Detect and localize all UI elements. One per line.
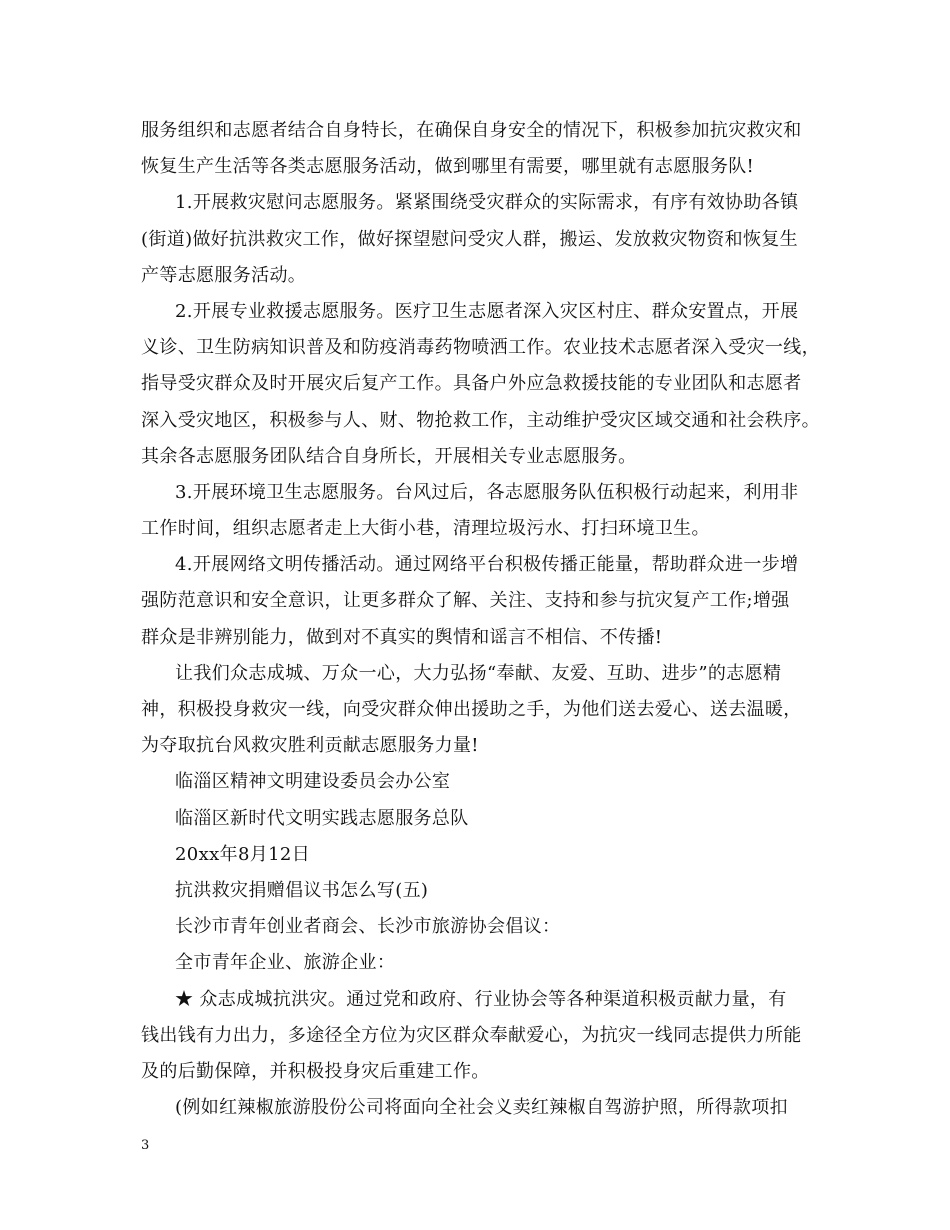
text-line: 其余各志愿服务团队结合自身所长，开展相关专业志愿服务。	[141, 445, 637, 467]
text-line: 让我们众志成城、万众一心，大力弘扬“奉献、友爱、互助、进步”的志愿精	[175, 662, 782, 684]
text-line: 1.开展救灾慰问志愿服务。紧紧围绕受灾群众的实际需求，有序有效协助各镇	[175, 192, 799, 214]
text-line: (例如红辣椒旅游股份公司将面向全社会义卖红辣椒自驾游护照，所得款项扣	[175, 1097, 788, 1119]
document-body	[141, 113, 831, 1126]
text-line: 群众是非辨别能力，做到对不真实的舆情和谣言不相信、不传播!	[141, 626, 663, 648]
text-line: 2.开展专业救援志愿服务。医疗卫生志愿者深入灾区村庄、群众安置点，开展	[175, 300, 799, 322]
text-line: 义诊、卫生防病知识普及和防疫消毒药物喷洒工作。农业技术志愿者深入受灾一线，	[141, 337, 820, 359]
text-line: 深入受灾地区，积极参与人、财、物抢救工作，主动维护受灾区域交通和社会秩序。	[141, 409, 820, 431]
text-line: 强防范意识和安全意识，让更多群众了解、关注、支持和参与抗灾复产工作;增强	[141, 590, 790, 612]
text-line: 为夺取抗台风救灾胜利贡献志愿服务力量!	[141, 735, 479, 757]
text-line: 产等志愿服务活动。	[141, 264, 307, 286]
text-line: (街道)做好抗洪救灾工作，做好探望慰问受灾人群，搬运、发放救灾物资和恢复生	[141, 228, 798, 250]
text-line: 工作时间，组织志愿者走上大街小巷，清理垃圾污水、打扫环境卫生。	[141, 518, 710, 540]
text-line: 指导受灾群众及时开展灾后复产工作。具备户外应急救援技能的专业团队和志愿者	[141, 373, 802, 395]
text-line: 临淄区新时代文明实践志愿服务总队	[175, 807, 469, 829]
page-number: 3	[141, 1138, 150, 1153]
text-line: 钱出钱有力出力，多途径全方位为灾区群众奉献爱心，为抗灾一线同志提供力所能	[141, 1024, 802, 1046]
text-line: 神，积极投身救灾一线，向受灾群众伸出援助之手，为他们送去爱心、送去温暖，	[141, 699, 802, 720]
text-line: 抗洪救灾捐赠倡议书怎么写(五)	[175, 879, 429, 901]
text-line: 临淄区精神文明建设委员会办公室	[175, 771, 451, 793]
text-line: 及的后勤保障，并积极投身灾后重建工作。	[141, 1060, 490, 1082]
text-line: 长沙市青年创业者商会、长沙市旅游协会倡议：	[175, 916, 561, 938]
text-line: 4.开展网络文明传播活动。通过网络平台积极传播正能量，帮助群众进一步增	[175, 554, 799, 576]
text-line: 服务组织和志愿者结合自身特长，在确保自身安全的情况下，积极参加抗灾救灾和	[141, 120, 802, 141]
text-line: 全市青年企业、旅游企业：	[175, 952, 396, 974]
text-line: 恢复生产生活等各类志愿服务活动，做到哪里有需要，哪里就有志愿服务队!	[141, 156, 755, 178]
text-line: 3.开展环境卫生志愿服务。台风过后，各志愿服务队伍积极行动起来，利用非	[175, 481, 799, 503]
text-line: 20xx年8月12日	[175, 843, 311, 865]
text-line: ★ 众志成城抗洪灾。通过党和政府、行业协会等各种渠道积极贡献力量，有	[175, 988, 787, 1010]
